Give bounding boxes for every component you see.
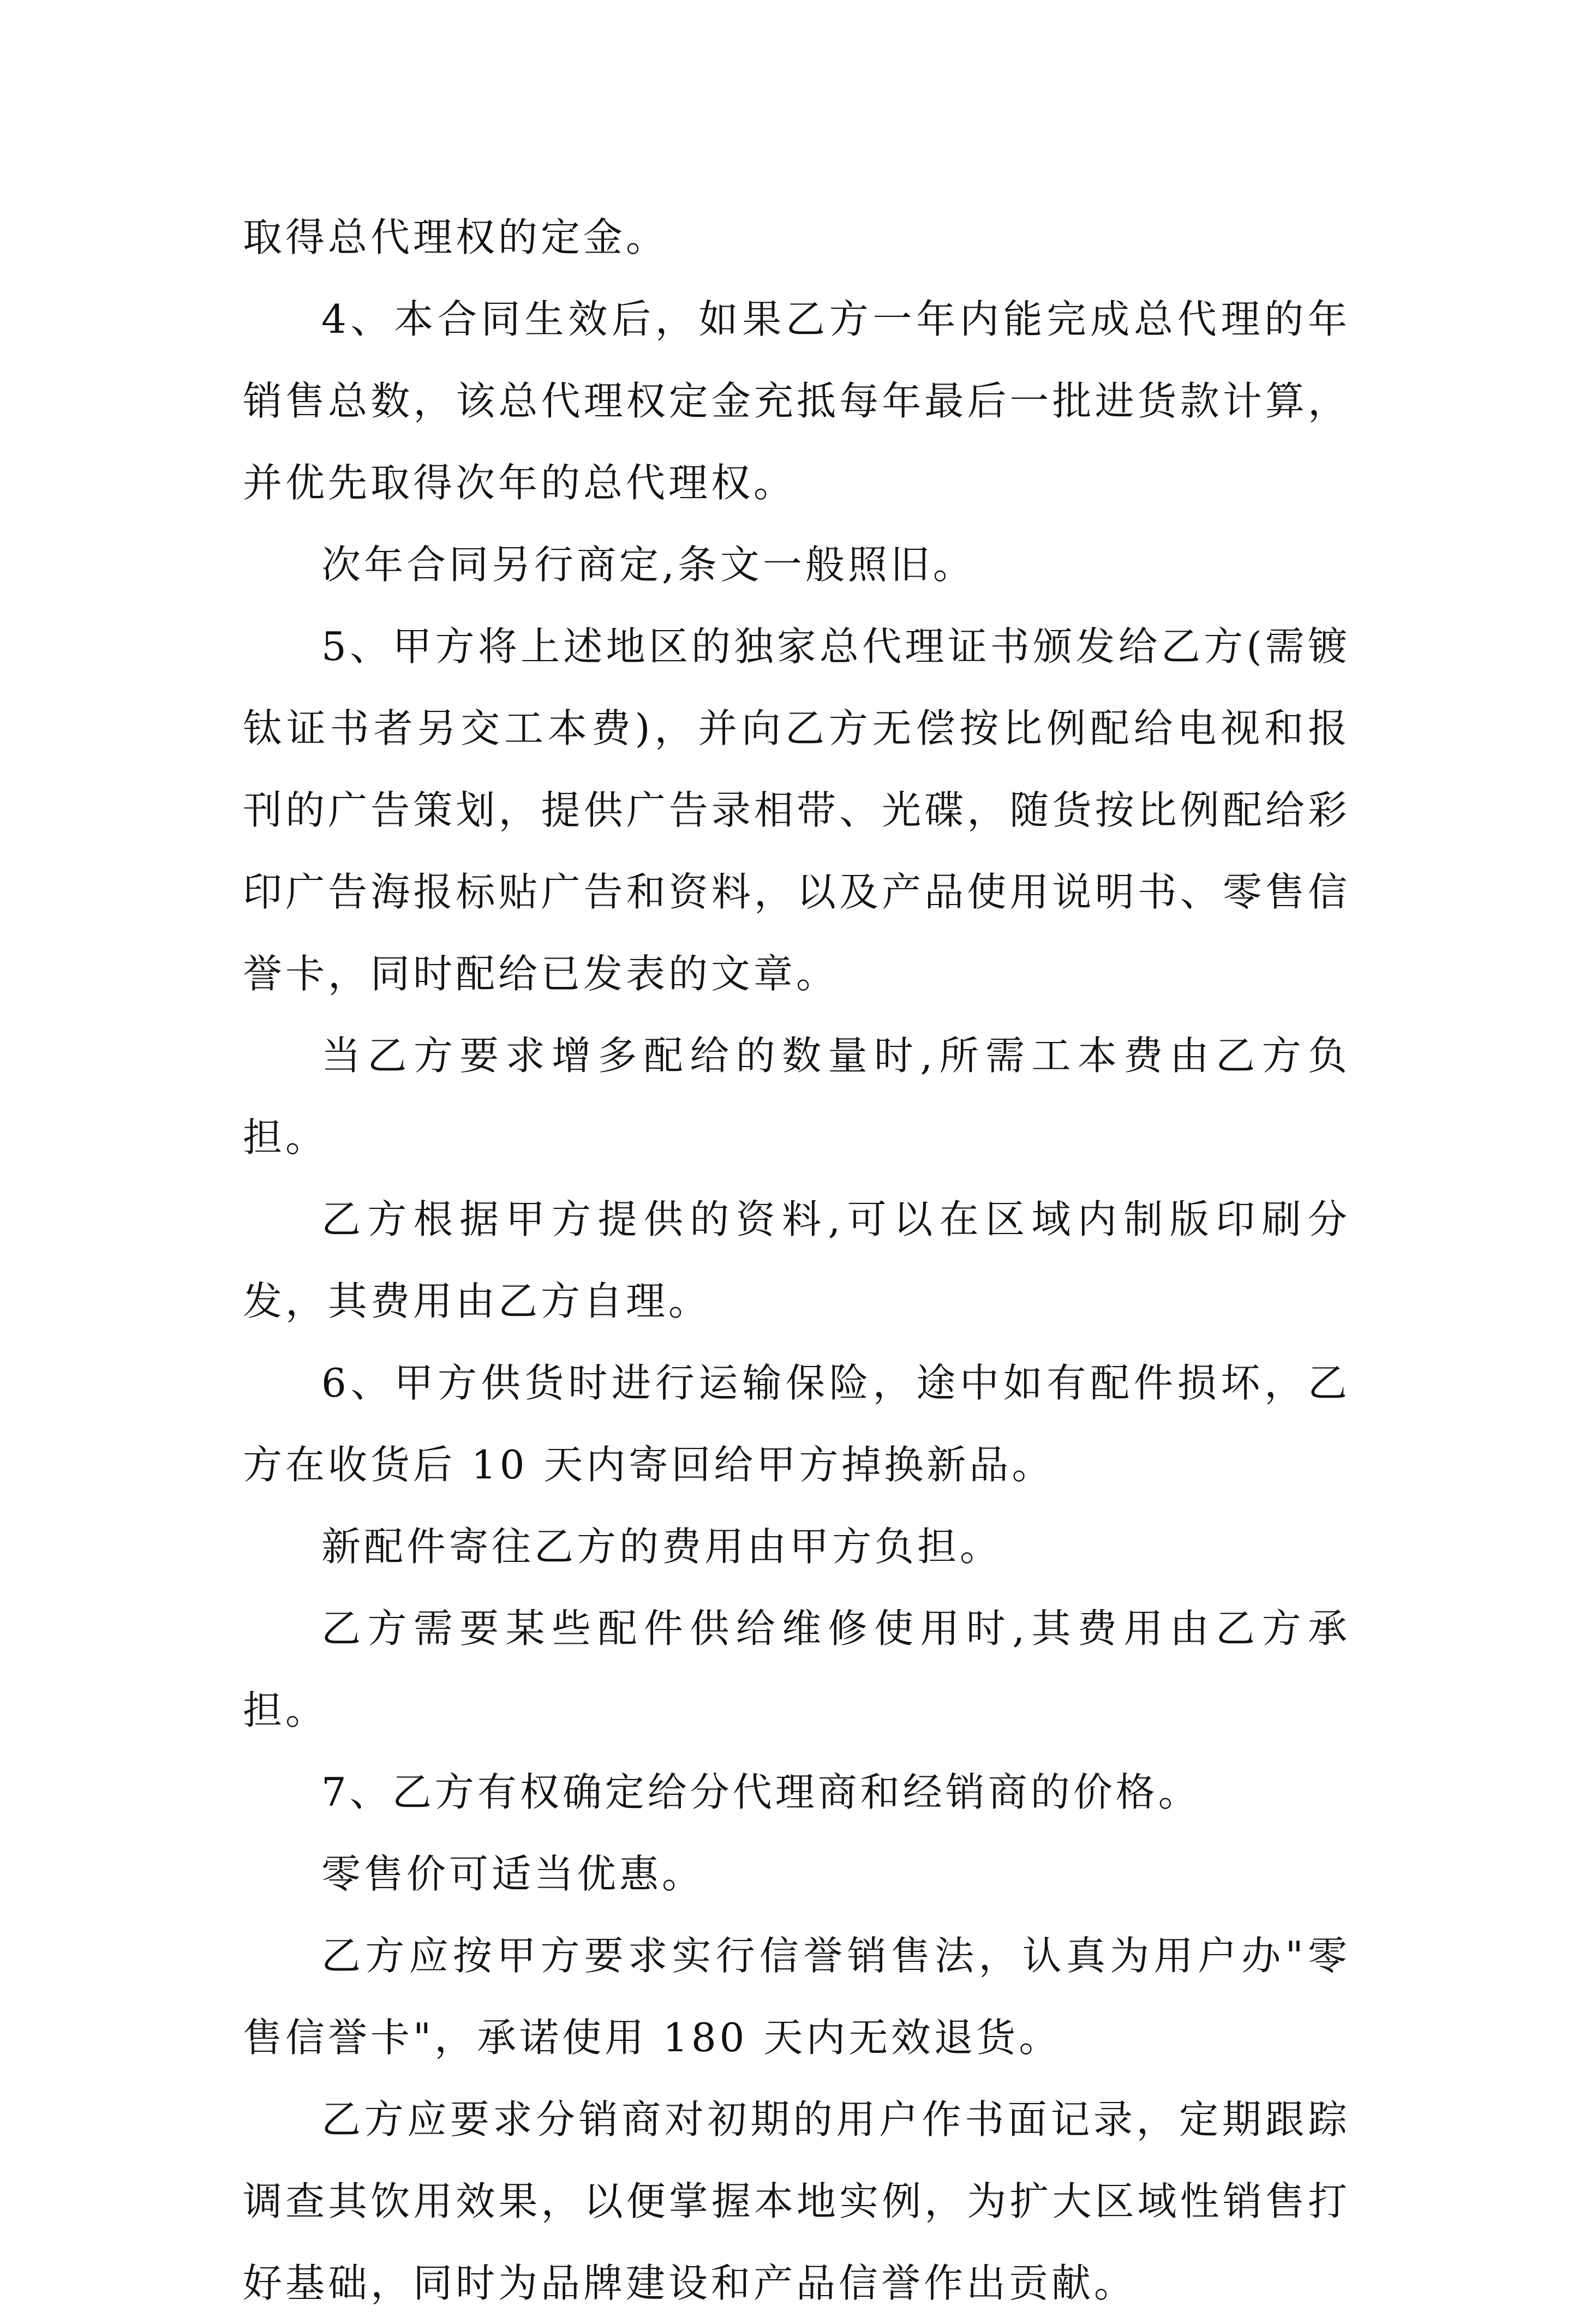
document-body: [243, 196, 1350, 2324]
paragraph-3: 次年合同另行商定,条文一般照旧。: [321, 542, 976, 588]
paragraph-4: 5、甲方将上述地区的独家总代理证书颁发给乙方(需镀钛证书者另交工本费)，并向乙方无偿按比例配给电视和报刊的广告策划，提供广告录相带、光碟，随货按比例配给彩印广告海报标贴广告和资料，以及产品使用说明书、零售信誉卡，同时配给已发表的文章。: [243, 624, 1350, 997]
paragraph-8: 新配件寄往乙方的费用由甲方负担。: [321, 1524, 1003, 1570]
paragraph-2: 4、本合同生效后，如果乙方一年内能完成总代理的年销售总数，该总代理权定金充抵每年最后一批进货款计算，并优先取得次年的总代理权。: [243, 296, 1350, 506]
paragraph-5: 当乙方要求增多配给的数量时,所需工本费由乙方负担。: [243, 1033, 1350, 1160]
paragraph-10: 7、乙方有权确定给分代理商和经销商的价格。: [321, 1769, 1201, 1815]
paragraph-1: 取得总代理权的定金。: [243, 214, 669, 260]
paragraph-6: 乙方根据甲方提供的资料,可以在区域内制版印刷分发，其费用由乙方自理。: [243, 1196, 1350, 1324]
paragraph-7: 6、甲方供货时进行运输保险，途中如有配件损坏，乙方在收货后 10 天内寄回给甲方掉换新品。: [243, 1360, 1350, 1488]
paragraph-12: 乙方应按甲方要求实行信誉销售法，认真为用户办"零售信誉卡"，承诺使用 180 天内无效退货。: [243, 1933, 1350, 2061]
paragraph-9: 乙方需要某些配件供给维修使用时,其费用由乙方承担。: [243, 1606, 1350, 1733]
paragraph-11: 零售价可适当优惠。: [321, 1851, 705, 1897]
paragraph-13: 乙方应要求分销商对初期的用户作书面记录，定期跟踪调查其饮用效果，以便掌握本地实例，为扩大区域性销售打好基础，同时为品牌建设和产品信誉作出贡献。: [243, 2097, 1350, 2306]
